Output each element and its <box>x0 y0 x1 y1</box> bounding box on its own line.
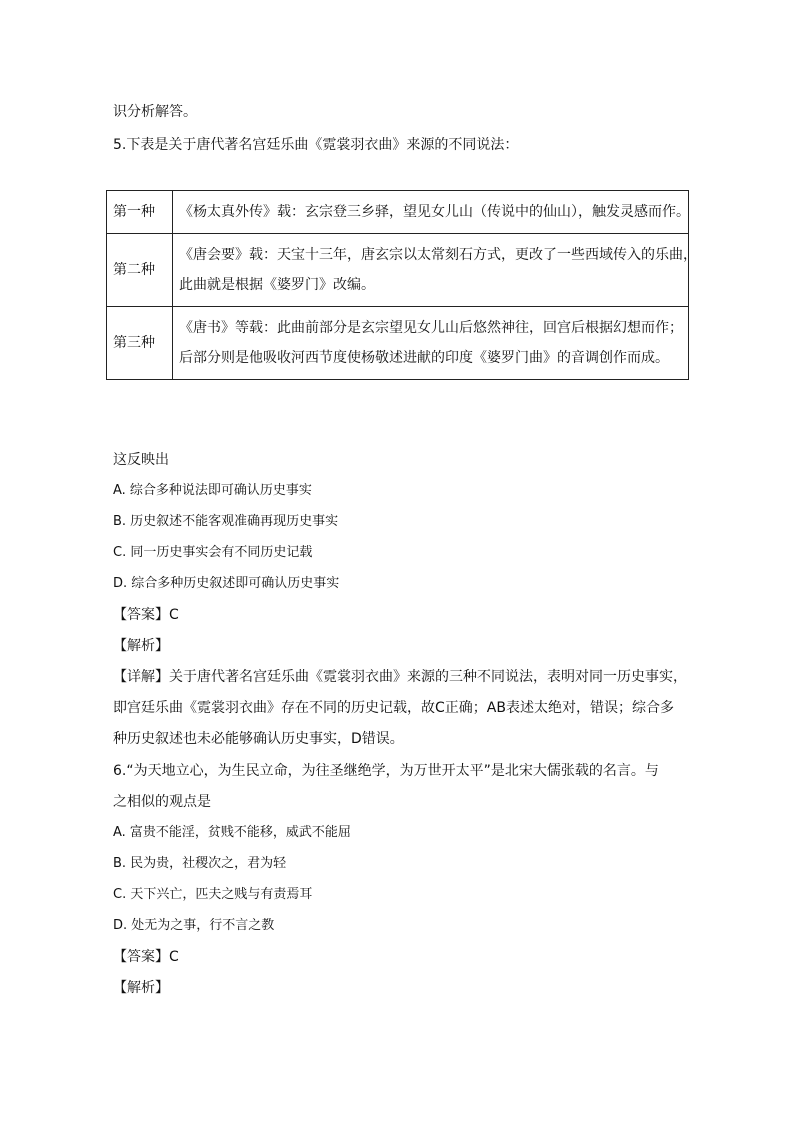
table-row-content <box>173 307 689 380</box>
question-5-option-d: D. 综合多种历史叙述即可确认历史事实 <box>113 576 340 591</box>
question-6-analysis-heading: 【解析】 <box>113 980 169 996</box>
question-5-option-b: B. 历史叙述不能客观准确再现历史事实 <box>113 514 339 529</box>
table-cell-line: 此曲就是根据《婆罗门》改编。 <box>179 277 375 293</box>
table-row-label: 第二种 <box>107 234 173 307</box>
intro-tail-text: 识分析解答。 <box>113 104 197 120</box>
question-6-option-c: C. 天下兴亡，匹夫之贱与有责焉耳 <box>113 887 313 902</box>
question-5-analysis-line: 【详解】关于唐代著名宫廷乐曲《霓裳羽衣曲》来源的三种不同说法，表明对同一历史事实， <box>113 669 687 685</box>
question-5-prompt: 这反映出 <box>113 452 169 468</box>
question-5-analysis-line: 即宫廷乐曲《霓裳羽衣曲》存在不同的历史记载，故C正确；AB表述太绝对，错误；综合多 <box>113 700 674 716</box>
table-row-label: 第三种 <box>107 307 173 380</box>
question-6-option-b: B. 民为贵，社稷次之，君为轻 <box>113 856 287 871</box>
question-6-stem-line: 之相似的观点是 <box>113 794 211 810</box>
question-5-answer: 【答案】C <box>113 607 179 623</box>
table-cell-line: 《唐书》等载：此曲前部分是玄宗望见女儿山后悠然神往，回宫后根据幻想而作； <box>179 320 683 336</box>
question-5-option-a: A. 综合多种说法即可确认历史事实 <box>113 483 312 498</box>
table-cell-line: 后部分则是他吸收河西节度使杨敬述进献的印度《婆罗门曲》的音调创作而成。 <box>179 350 669 366</box>
question-6-option-a: A. 富贵不能淫，贫贱不能移，威武不能屈 <box>113 825 351 840</box>
question-5-stem: 5.下表是关于唐代著名宫廷乐曲《霓裳羽衣曲》来源的不同说法： <box>113 137 519 153</box>
question-5-option-c: C. 同一历史事实会有不同历史记载 <box>113 545 313 560</box>
table-row-content <box>173 191 689 234</box>
question-5-analysis-line: 种历史叙述也未必能够确认历史事实，D错误。 <box>113 731 404 747</box>
table-row <box>107 234 689 307</box>
question-6-stem-line: 6.“为天地立心，为生民立命，为往圣继绝学，为万世开太平”是北宋大儒张载的名言。与 <box>113 763 659 779</box>
question-6-answer: 【答案】C <box>113 949 179 965</box>
table-row <box>107 307 689 380</box>
table-row-label: 第一种 <box>107 191 173 234</box>
source-table <box>106 190 697 380</box>
question-6-option-d: D. 处无为之事，行不言之教 <box>113 918 275 933</box>
table-cell-line: 《杨太真外传》载：玄宗登三乡驿，望见女儿山（传说中的仙山），触发灵感而作。 <box>179 204 690 220</box>
question-5-analysis-heading: 【解析】 <box>113 638 169 654</box>
table-row-content <box>173 234 697 307</box>
table-row <box>107 191 689 234</box>
table-cell-line: 《唐会要》载：天宝十三年，唐玄宗以太常刻石方式，更改了一些西域传入的乐曲， <box>179 247 697 263</box>
